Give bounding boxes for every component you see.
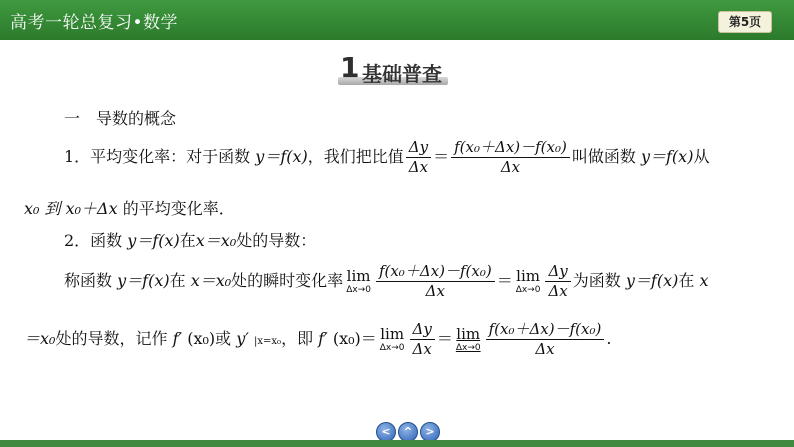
y-prime: y′ — [236, 329, 249, 348]
evaluation-bar: |x=x₀ — [254, 336, 282, 347]
limit-word: lim — [346, 267, 371, 285]
section-banner — [338, 51, 448, 86]
course-title: 高考一轮总复习•数学 — [10, 13, 179, 33]
item1-mid: ，我们把比值 — [307, 147, 404, 166]
item2-point: x＝x₀ — [195, 231, 237, 250]
interval-expression: x₀ 到 x₀＋Δx — [24, 199, 118, 218]
definition-average-rate — [64, 138, 709, 177]
limit-condition: Δx→0 — [346, 285, 371, 295]
item2-function: y＝f(x) — [127, 231, 180, 250]
section-title: 基础普查 — [362, 62, 442, 86]
difference-quotient — [376, 262, 495, 301]
item3-function-2: y＝f(x) — [625, 271, 679, 290]
section-number: 1 — [340, 51, 360, 84]
difference-numerator: f(x₀＋Δx)－f(x₀) — [376, 262, 495, 282]
derivative-at-point-heading — [64, 228, 316, 251]
difference-denominator: Δx — [425, 282, 445, 300]
derivative-notation — [24, 320, 611, 359]
item2-mid: 在 — [179, 231, 196, 250]
header-bar — [0, 0, 794, 40]
limit-condition: Δx→0 — [455, 343, 481, 353]
item1-tail: 叫做函数 — [571, 147, 636, 166]
ratio-denominator: Δx — [412, 340, 432, 358]
limit-word: lim — [516, 267, 540, 285]
limit-operator — [380, 326, 405, 353]
difference-denominator: Δx — [500, 158, 521, 176]
difference-denominator: Δx — [535, 340, 555, 358]
equals-sign: ＝ — [496, 271, 513, 290]
home-slide-button[interactable]: ^ — [398, 422, 418, 442]
limit-operator — [516, 268, 541, 295]
next-slide-button[interactable]: > — [420, 422, 440, 442]
item4-or: 或 — [215, 329, 232, 348]
item4-comma: ，即 — [281, 329, 314, 348]
item1-line2-end: 的平均变化率． — [122, 199, 235, 218]
limit-operator — [456, 326, 481, 353]
limit-word: lim — [380, 325, 405, 343]
f-prime: f′ — [172, 329, 183, 348]
item3-start: 称函数 — [64, 271, 113, 290]
prev-slide-button[interactable]: < — [376, 422, 396, 442]
definition-average-rate-cont — [24, 196, 235, 219]
page-number-badge: 第5页 — [718, 11, 772, 33]
equals-sign: ＝ — [433, 147, 450, 166]
f-prime-2: f′ — [318, 329, 328, 348]
item2-end: 处的导数： — [236, 231, 317, 250]
ratio-numerator: Δy — [406, 138, 431, 158]
subsection-heading: 一 导数的概念 — [64, 109, 177, 128]
equals-sign: ＝ — [436, 329, 453, 348]
item1-label: 1．平均变化率：对于函数 — [64, 147, 251, 166]
item1-function-2: y＝f(x) — [640, 147, 694, 166]
item3-x: x — [699, 271, 709, 290]
item1-end: 从 — [693, 147, 710, 166]
ratio-fraction — [545, 262, 570, 301]
item3-point: x＝x₀ — [190, 271, 232, 290]
slide-navigation — [376, 422, 440, 442]
difference-numerator: f(x₀＋Δx)－f(x₀) — [451, 138, 570, 158]
difference-numerator: f(x₀＋Δx)－f(x₀) — [486, 320, 605, 340]
ratio-numerator: Δy — [410, 320, 435, 340]
item1-function: y＝f(x) — [255, 147, 308, 166]
item4-start: ＝x₀ — [24, 329, 56, 348]
f-prime-arg: (x₀) — [187, 329, 216, 348]
item3-function: y＝f(x) — [117, 271, 170, 290]
instantaneous-rate-definition — [64, 262, 709, 301]
ratio-denominator: Δx — [408, 158, 429, 176]
ratio-fraction — [410, 320, 435, 359]
item3-mid1: 在 — [169, 271, 186, 290]
f-prime-arg-2: (x₀)＝ — [332, 329, 377, 348]
ratio-denominator: Δx — [548, 282, 568, 300]
limit-operator — [346, 268, 371, 295]
difference-quotient — [486, 320, 605, 359]
limit-condition: Δx→0 — [515, 285, 541, 295]
period: . — [606, 329, 612, 348]
limit-word: lim — [456, 325, 481, 343]
difference-quotient — [451, 138, 570, 177]
footer-bar — [0, 440, 794, 447]
item2-label: 2．函数 — [64, 231, 123, 250]
item3-mid3: 为函数 — [572, 271, 621, 290]
ratio-numerator: Δy — [545, 262, 570, 282]
item3-mid2: 处的瞬时变化率 — [231, 271, 344, 290]
item3-mid4: 在 — [678, 271, 695, 290]
limit-condition: Δx→0 — [379, 343, 405, 353]
ratio-fraction — [406, 138, 431, 177]
item4-mid1: 处的导数，记作 — [55, 329, 168, 348]
